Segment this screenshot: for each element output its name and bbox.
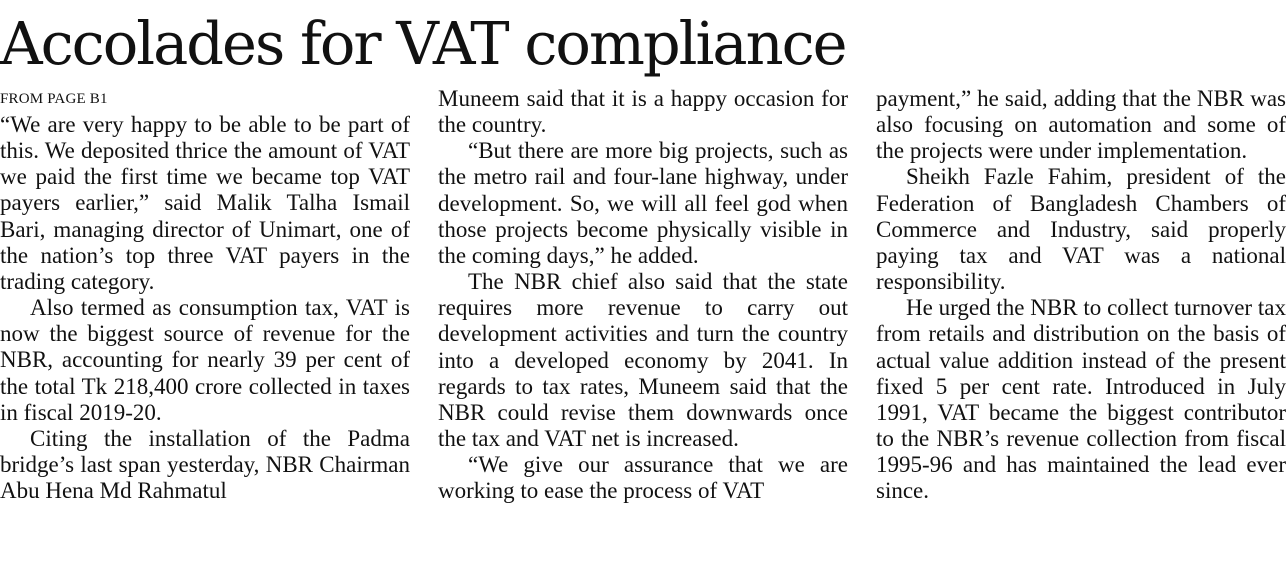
article-column-1 xyxy=(0,86,410,568)
headline: Accolades for VAT compliance xyxy=(0,9,846,78)
paragraph: Also termed as consumption tax, VAT is now the biggest source of revenue for the NBR, accounting for nearly 39 per cent of the total Tk 218,400 crore collected in taxes in fiscal 2019-20. xyxy=(0,295,410,425)
paragraph: Muneem said that it is a happy occasion for the country. xyxy=(438,86,848,138)
paragraph: Sheikh Fazle Fahim, president of the Federation of Bangladesh Chambers of Commerce and Industry, said properly paying tax and VAT was a national responsibility. xyxy=(876,164,1286,295)
paragraph: “We give our assurance that we are working to ease the process of VAT xyxy=(438,452,848,504)
paragraph: payment,” he said, adding that the NBR was also focusing on automation and some of the projects were under implementation. xyxy=(876,86,1286,164)
paragraph: Citing the installation of the Padma bridge’s last span yesterday, NBR Chairman Abu Hena Md Rahmatul xyxy=(0,425,410,504)
paragraph: “But there are more big projects, such as the metro rail and four-lane highway, under development. So, we will all feel god when those projects become physically visible in the coming days,” he added. xyxy=(438,138,848,268)
article-column-2 xyxy=(438,86,848,568)
paragraph: “We are very happy to be able to be part of this. We deposited thrice the amount of VAT we paid the first time we became top VAT payers earlier,” said Malik Talha Ismail Bari, managing director of Unimart, one of the nation’s top three VAT payers in the trading category. xyxy=(0,112,410,294)
paragraph: He urged the NBR to collect turnover tax from retails and distribution on the basis of actual value addition instead of the present fixed 5 per cent rate. Introduced in July 1991, VAT became the biggest contributor to the NBR’s revenue collection from fiscal 1995-96 and has maintained the lead ever since. xyxy=(876,295,1286,504)
jump-line: FROM PAGE B1 xyxy=(0,91,108,107)
paragraph: The NBR chief also said that the state requires more revenue to carry out development activities and turn the country into a developed economy by 2041. In regards to tax rates, Muneem said that the NBR could revise them downwards once the tax and VAT net is increased. xyxy=(438,269,848,452)
article-column-3 xyxy=(876,86,1286,568)
